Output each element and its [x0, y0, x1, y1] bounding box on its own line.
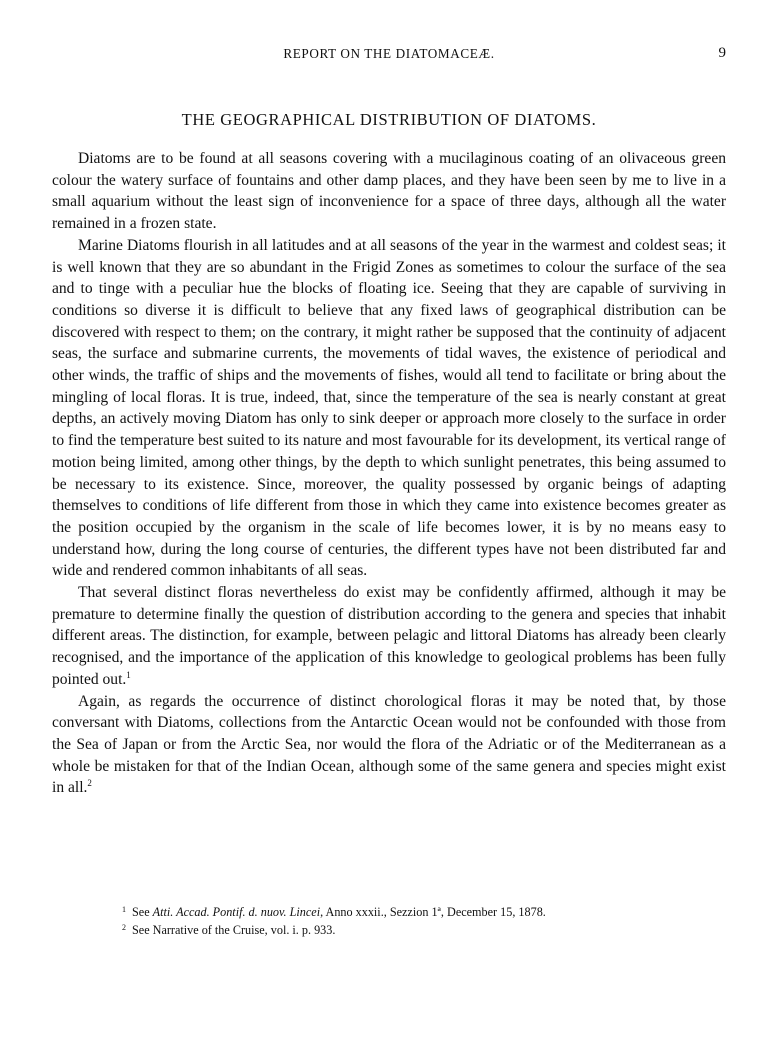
footnote	[122, 921, 722, 939]
footnote-prefix: See Narrative of the Cruise, vol. i. p. 933.	[132, 923, 336, 937]
paragraph-text: Diatoms are to be found at all seasons covering with a mucilaginous coating of an olivaceous green colour the watery surface of fountains and other damp places, and they have been seen by me to live in a small aquarium without the least sign of inconvenience for a space of three days, although all the water remained in a frozen state.	[52, 150, 726, 233]
footnote-ref: 2	[87, 778, 92, 789]
paragraph-text: Marine Diatoms flourish in all latitudes and at all seasons of the year in the warmest and coldest seas; it is well known that they are so abundant in the Frigid Zones as sometimes to colour the surface of the sea and to tinge with a peculiar hue the blocks of floating ice. Seeing that they are capable of surviving in conditions so diverse it is difficult to believe that any fixed laws of geographical distribution can be discovered with respect to them; on the contrary, it might rather be supposed that the continuity of adjacent seas, the surface and submarine currents, the movements of tidal waves, the existence of periodical and other winds, the traffic of ships and the movements of fishes, would all tend to facilitate or bring about the mingling of local floras. It is true, indeed, that, since the temperature of the sea is nearly constant at great depths, an actively moving Diatom has only to sink deeper or approach more closely to the surface in order to find the temperature best suited to its nature and most favourable for its development, its vertical range of motion being limited, among other things, by the depth to which sunlight penetrates, this being assumed to be necessary to its existence. Since, moreover, the quality possessed by organic beings of adapting themselves to conditions of life different from those in which they came into existence becomes greater as the position occupied by the organism in the scale of life becomes lower, it is by no means easy to understand how, during the long course of centuries, the different types have not been distributed far and wide and rendered common inhabitants of all seas.	[52, 236, 726, 580]
body-text	[52, 148, 726, 799]
footnote	[122, 903, 722, 921]
paragraph	[52, 582, 726, 691]
footnote-prefix: See	[132, 905, 153, 919]
footnote-citation: Atti. Accad. Pontif. d. nuov. Lincei	[152, 905, 321, 919]
paragraph	[52, 691, 726, 800]
footnote-ref: 1	[126, 669, 131, 680]
running-header	[52, 46, 726, 66]
page-number: 9	[718, 45, 726, 61]
footnote-marker: 2	[122, 923, 126, 932]
footnote-suffix: , Anno xxxii., Sezzion 1ª, December 15, 1878.	[320, 905, 546, 919]
paragraph	[52, 148, 726, 235]
paragraph-text: That several distinct floras nevertheless do exist may be confidently affirmed, although it may be premature to determine finally the question of distribution according to the genera and species that inhabit different areas. The distinction, for example, between pelagic and littoral Diatoms has already been clearly recognised, and the importance of the application of this knowledge to geological problems has been fully pointed out.	[52, 584, 726, 688]
running-title: REPORT ON THE DIATOMACEÆ.	[283, 46, 495, 61]
paragraph	[52, 235, 726, 582]
footnote-marker: 1	[122, 905, 126, 914]
paragraph-text: Again, as regards the occurrence of distinct chorological floras it may be noted that, by those conversant with Diatoms, collections from the Antarctic Ocean would not be confounded with those from the Sea of Japan or from the Arctic Sea, nor would the flora of the Adriatic or of the Mediterranean as a whole be mistaken for that of the Indian Ocean, although some of the same genera and species might exist in all.	[52, 692, 726, 797]
section-title: THE GEOGRAPHICAL DISTRIBUTION OF DIATOMS.	[181, 110, 597, 129]
footnotes	[122, 903, 722, 939]
